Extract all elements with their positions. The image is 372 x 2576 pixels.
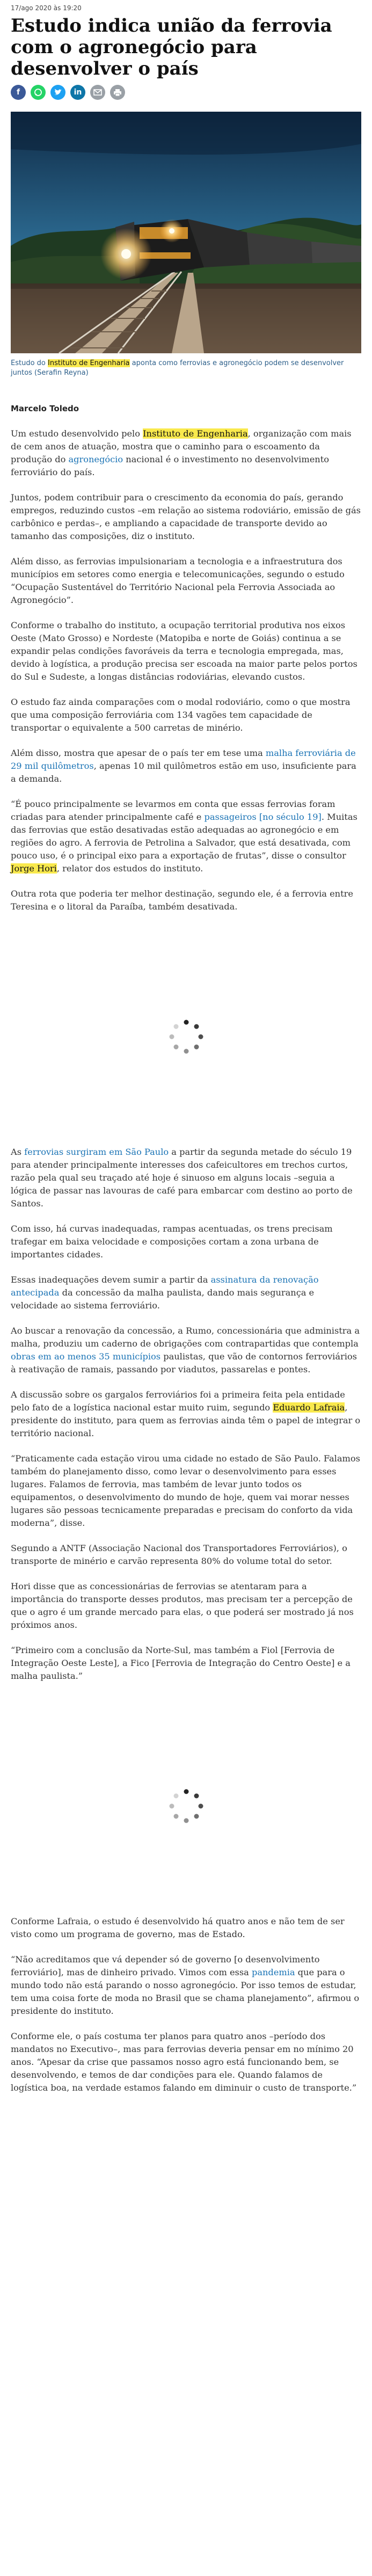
- facebook-icon[interactable]: f: [11, 85, 26, 100]
- link-renovacao-antecipada[interactable]: assinatura da renovação antecipada: [11, 1275, 319, 1298]
- paragraph-19: “Não acreditamos que vá depender só de governo [o desenvolvimento ferroviário], mas de dinheiro privado. Vimos com essa pandemia que para o mundo todo não está parando o nosso agronegócio. Por isso temos de estudar, tem uma coisa forte de moda no Brasil que se chama planejamento”, afirmou o presidente do instituto.: [11, 1954, 360, 2016]
- photo-credit: Serafin Reyna: [37, 369, 86, 377]
- paragraph-12: Ao buscar a renovação da concessão, a Rumo, concessionária que administra a malha, produziu um caderno de obrigações com contrapartidas que contempla obras em ao menos 35 municípios paulistas, que vão de contornos ferroviários à reativação de ramais, passando por viadutos, passarelas e pontes.: [11, 1326, 360, 1374]
- paragraph-17: “Primeiro com a conclusão da Norte-Sul, mas também a Fiol [Ferrovia de Integração Oeste Leste], a Fico [Ferrovia de Integração do Centro Oeste] e a malha paulista.”: [11, 1645, 351, 1681]
- train-photo: [11, 112, 361, 353]
- paragraph-14: “Praticamente cada estação virou uma cidade no estado de São Paulo. Falamos também do planejamento disso, como levar o desenvolvimento para esses lugares. Falamos de ferrovia, mas também de levar junto todos os equipamentos, o desenvolvimento do mundo de hoje, quem vai morar nesses lugares são pessoas tecnicamente preparadas e precisam do conforto da vida moderna”, disse.: [11, 1453, 360, 1528]
- twitter-icon[interactable]: [50, 85, 65, 100]
- paragraph-10: Com isso, há curvas inadequadas, rampas acentuadas, os trens precisam trafegar em baixa velocidade e composições cortam a zona urbana de importantes cidades.: [11, 1224, 333, 1260]
- link-ferrovias-sao-paulo[interactable]: ferrovias surgiram em São Paulo: [24, 1147, 169, 1157]
- share-bar: [11, 85, 361, 100]
- paragraph-5: O estudo faz ainda comparações com o modal rodoviário, como o que mostra que uma composição ferroviária com 134 vagões tem capacidade de transportar o equivalente a 500 carretas de minério.: [11, 697, 351, 733]
- highlight-institute[interactable]: Instituto de Engenharia: [143, 428, 248, 439]
- paragraph-2: Juntos, podem contribuir para o crescimento da economia do país, gerando empregos, reduzindo custos –em relação ao sistema rodoviário, emissão de gás carbônico e perdas–, e ampliando a capacidade de transporte devido ao tamanho das composições, diz o instituto.: [11, 492, 361, 541]
- paragraph-11: Essas inadequações devem sumir a partir da assinatura da renovação antecipada da concessão da malha paulista, dando mais segurança e velocidade ao sistema ferroviário.: [11, 1275, 319, 1311]
- caption-institute-highlight[interactable]: Instituto de Engenharia: [48, 359, 130, 367]
- paragraph-1: Um estudo desenvolvido pelo Instituto de Engenharia, organização com mais de cem anos de atuação, mostra que o caminho para o escoamento da produção do agronegócio nacional é o investimento no desenvolvimento ferroviário do país.: [11, 428, 352, 477]
- paragraph-16: Hori disse que as concessionárias de ferrovias se atentaram para a importância do transporte desses produtos, mas precisam ter a percepção de que o agro é um grande mercado para elas, o que poderá ser mostrado já nos próximos anos.: [11, 1581, 354, 1630]
- paragraph-18: Conforme Lafraia, o estudo é desenvolvido há quatro anos e não tem de ser visto como um programa de governo, mas de Estado.: [11, 1916, 345, 1939]
- link-passageiros[interactable]: passageiros [no século 19]: [204, 812, 322, 822]
- paragraph-6: Além disso, mostra que apesar de o país ter em tese uma malha ferroviária de 29 mil quilômetros, apenas 10 mil quilômetros estão em uso, insuficiente para a demanda.: [11, 748, 356, 784]
- paragraph-9: As ferrovias surgiram em São Paulo a partir da segunda metade do século 19 para atender principalmente interesses dos cafeicultores em trechos curtos, razão pela qual seu traçado até hoje é sinuoso em alguns locais –seguia a lógica de passar nas lavouras de café para embarcar com destino ao porto de Santos.: [11, 1147, 353, 1209]
- paragraph-3: Além disso, as ferrovias impulsionariam a tecnologia e a infraestrutura dos municípios em setores como energia e telecomunicações, segundo o estudo “Ocupação Sustentável do Território Nacional pela Ferrovia Associada ao Agronegócio”.: [11, 556, 345, 605]
- photo-caption: Estudo do Instituto de Engenharia aponta como ferrovias e agronegócio podem se desenvolver juntos (Serafin Reyna): [11, 359, 344, 377]
- loading-spinner-icon: [167, 1787, 205, 1825]
- paragraph-20: Conforme ele, o país costuma ter planos para quatro anos –período dos mandatos no Executivo–, mas para ferrovias deveria pensar em no mínimo 20 anos. “Apesar da crise que passamos nosso agro está funcionando bem, se desenvolvendo, e temos de dar condições para ele. Quando falamos de logística boa, na verdade estamos falando em diminuir o custo de transporte.”: [11, 2031, 357, 2093]
- print-icon[interactable]: [110, 85, 125, 100]
- ad-placeholder: [11, 926, 361, 1146]
- linkedin-icon[interactable]: in: [70, 85, 85, 100]
- highlight-jorge-hori[interactable]: Jorge Hori: [11, 863, 57, 874]
- publish-date: 17/ago 2020 às 19:20: [11, 4, 82, 12]
- link-pandemia[interactable]: pandemia: [251, 1967, 295, 1977]
- whatsapp-icon[interactable]: [31, 85, 46, 100]
- link-obras-municipios[interactable]: obras em ao menos 35 municípios: [11, 1351, 161, 1362]
- email-icon[interactable]: [90, 85, 105, 100]
- paragraph-15: Segundo a ANTF (Associação Nacional dos Transportadores Ferroviários), o transporte de minério e carvão representa 80% do volume total do setor.: [11, 1543, 347, 1566]
- paragraph-8: Outra rota que poderia ter melhor destinação, segundo ele, é a ferrovia entre Teresina e o litoral da Paraíba, também desativada.: [11, 889, 353, 912]
- paragraph-4: Conforme o trabalho do instituto, a ocupação territorial produtiva nos eixos Oeste (Mato Grosso) e Nordeste (Matopiba e norte de Goiás) continua a se expandir pelas condições favoráveis da terra e tecnologia empregada, mas, devido à logística, a produção precisa ser escoada na maior parte pelos portos do Sul e Sudeste, a longas distâncias rodoviárias, elevando custos.: [11, 620, 358, 682]
- ad-placeholder-2: [11, 1695, 361, 1915]
- link-agronegocio[interactable]: agronegócio: [68, 454, 123, 464]
- author-name: Marcelo Toledo: [11, 404, 79, 413]
- link-malha-ferroviaria[interactable]: malha ferroviária de 29 mil quilômetros: [11, 748, 356, 771]
- loading-spinner-icon: [167, 1018, 205, 1056]
- headline: Estudo indica união da ferrovia com o agronegócio para desenvolver o país: [11, 15, 332, 79]
- paragraph-7: “É pouco principalmente se levarmos em conta que essas ferrovias foram criadas para atender principalmente café e passageiros [no século 19]. Muitas das ferrovias que estão desativadas estão adequadas ao agronegócio e em regiões do agro. A ferrovia de Petrolina a Salvador, que está desativada, com pouco uso, é o principal eixo para a exportação de frutas”, disse o consultor Jorge Hori, relator dos estudos do instituto.: [11, 799, 358, 874]
- highlight-eduardo-lafraia[interactable]: Eduardo Lafraia: [273, 1402, 345, 1413]
- paragraph-13: A discussão sobre os gargalos ferroviários foi a primeira feita pela entidade pelo fato de a logística nacional estar muito ruim, segundo Eduardo Lafraia, presidente do instituto, para quem as ferrovias ainda têm o papel de integrar o território nacional.: [11, 1389, 361, 1438]
